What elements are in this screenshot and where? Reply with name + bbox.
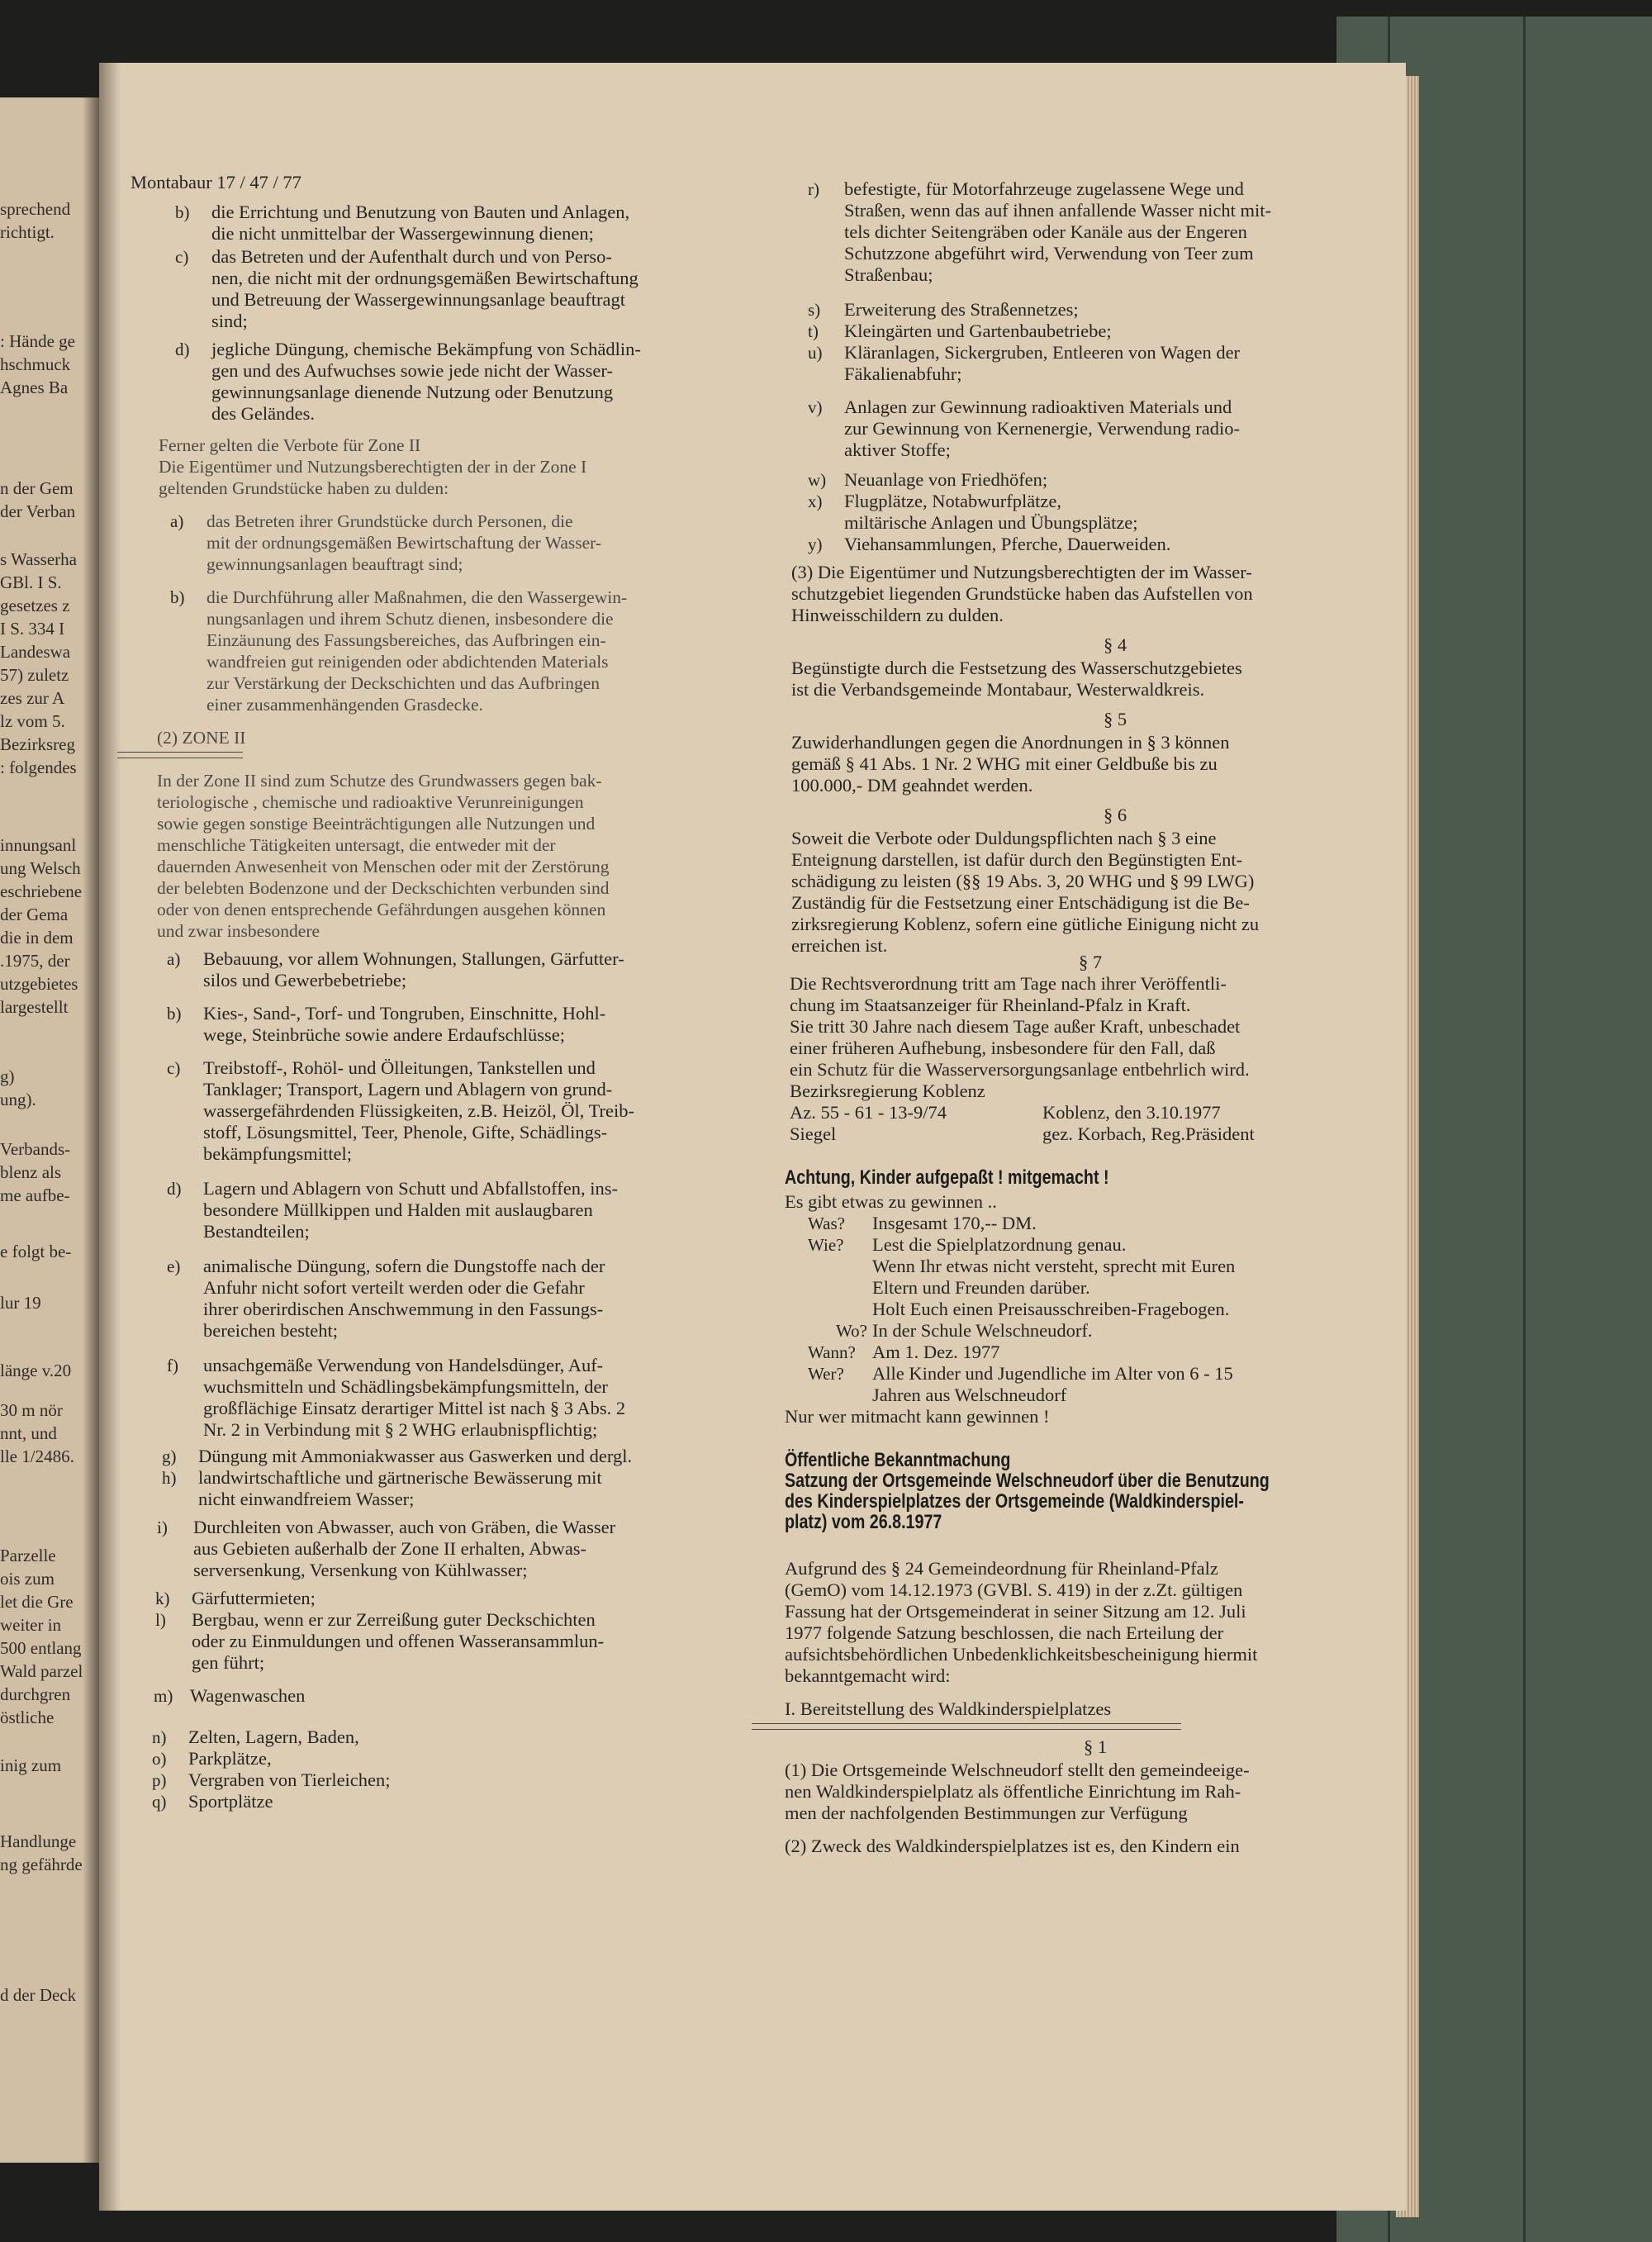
section-underline xyxy=(752,1723,1181,1730)
item-marker: b) xyxy=(175,202,190,222)
text-line: das Betreten ihrer Grundstücke durch Personen, die xyxy=(206,511,573,531)
text-line: nicht einwandfreiem Wasser; xyxy=(198,1489,415,1509)
text-line: Alle Kinder und Jugendliche im Alter von 6 - 15 xyxy=(872,1363,1233,1384)
text-line: wege, Steinbrüche sowie andere Erdaufschlüsse; xyxy=(203,1024,565,1045)
left-page-text-fragment: e folgt be- xyxy=(0,1242,72,1261)
text-line: schädigung zu leisten (§§ 19 Abs. 3, 20 WHG und § 99 LWG) xyxy=(791,871,1255,891)
item-marker: a) xyxy=(170,511,184,531)
text-line: Flugplätze, Notabwurfplätze, xyxy=(844,491,1062,511)
left-page-text-fragment: largestellt xyxy=(0,997,69,1017)
text-line: Durchleiten von Abwasser, auch von Gräben, die Wasser xyxy=(193,1517,616,1537)
item-marker: Wie? xyxy=(808,1235,844,1255)
left-page-text-fragment: nnt, und xyxy=(0,1423,57,1443)
left-page-text-fragment: Bezirksreg xyxy=(0,734,75,754)
left-page-text-fragment: gesetzes z xyxy=(0,596,70,615)
text-line: § 4 xyxy=(1104,634,1127,655)
left-page-text-fragment: zes zur A xyxy=(0,688,65,708)
text-line: wandfreien gut reinigenden oder abdichtenden Materials xyxy=(206,652,609,672)
left-page-text-fragment: utzgebietes xyxy=(0,974,78,994)
left-page-text-fragment: Agnes Ba xyxy=(0,378,69,397)
item-marker: t) xyxy=(808,321,819,341)
text-line: Koblenz, den 3.10.1977 xyxy=(1042,1102,1221,1123)
text-line: mit der ordnungsgemäßen Bewirtschaftung der Wasser- xyxy=(206,533,602,553)
text-line: Az. 55 - 61 - 13-9/74 xyxy=(790,1102,947,1123)
item-marker: c) xyxy=(175,247,189,267)
left-page-text-fragment: let die Gre xyxy=(0,1592,74,1612)
left-page-text-fragment: ng gefährde xyxy=(0,1855,83,1874)
item-marker: Was? xyxy=(808,1214,845,1233)
text-line: nungsanlagen und ihrem Schutz dienen, insbesondere die xyxy=(206,609,614,629)
left-page-text-fragment: GBl. I S. xyxy=(0,572,62,592)
text-line: unsachgemäße Verwendung von Handelsdünger, Auf- xyxy=(203,1355,604,1375)
document-page xyxy=(99,63,1406,2211)
left-page-text-fragment: n der Gem xyxy=(0,478,74,498)
left-page-text-fragment: lle 1/2486. xyxy=(0,1446,74,1466)
text-line: zirksregierung Koblenz, sofern eine gütliche Einigung nicht zu xyxy=(791,914,1260,934)
left-page-text-fragment: me aufbe- xyxy=(0,1185,70,1205)
text-line: Anfuhr nicht sofort verteilt werden oder die Gefahr xyxy=(203,1277,585,1298)
item-marker: a) xyxy=(167,949,181,969)
text-line: befestigte, für Motorfahrzeuge zugelassene Wege und xyxy=(844,178,1244,199)
text-line: Ferner gelten die Verbote für Zone II xyxy=(159,435,421,455)
text-line: und Betreuung der Wassergewinnungsanlage beauftragt xyxy=(211,289,625,310)
text-line: jegliche Düngung, chemische Bekämpfung von Schädlin- xyxy=(211,339,641,359)
text-line: Kläranlagen, Sickergruben, Entleeren von Wagen der xyxy=(844,342,1241,363)
text-line: Nur wer mitmacht kann gewinnen ! xyxy=(785,1406,1050,1427)
text-line: Es gibt etwas zu gewinnen .. xyxy=(785,1191,997,1212)
left-page-text-fragment: eschriebene xyxy=(0,881,83,901)
text-line: Lagern und Ablagern von Schutt und Abfallstoffen, ins- xyxy=(203,1178,618,1199)
text-line: Aufgrund des § 24 Gemeindeordnung für Rheinland-Pfalz xyxy=(785,1558,1218,1579)
text-line: Sportplätze xyxy=(188,1791,273,1812)
left-page-text-fragment: durchgren xyxy=(0,1684,71,1704)
left-page-text-fragment: lur 19 xyxy=(0,1293,41,1313)
text-line: aktiver Stoffe; xyxy=(844,439,951,460)
text-line: (GemO) vom 14.12.1973 (GVBl. S. 419) in der z.Zt. gültigen xyxy=(785,1579,1243,1600)
left-page-text-fragment: ung). xyxy=(0,1090,36,1109)
text-line: Eltern und Freunden darüber. xyxy=(872,1277,1090,1298)
text-line: Wenn Ihr etwas nicht versteht, sprecht mit Euren xyxy=(872,1256,1236,1276)
text-line: Zuwiderhandlungen gegen die Anordnungen in § 3 können xyxy=(791,732,1230,753)
left-page-text-fragment: Verbands- xyxy=(0,1139,71,1159)
text-line: des Geländes. xyxy=(211,403,315,424)
text-line: zur Gewinnung von Kernenergie, Verwendung radio- xyxy=(844,418,1241,439)
text-line: wassergefährdenden Flüssigkeiten, z.B. Heizöl, Öl, Treib- xyxy=(203,1100,634,1121)
text-line: Die Eigentümer und Nutzungsberechtigten der in der Zone I xyxy=(159,457,587,477)
item-marker: n) xyxy=(152,1727,167,1747)
text-line: Vergraben von Tierleichen; xyxy=(188,1769,391,1790)
text-line: Schutzzone abgeführt wird, Verwendung von Teer zum xyxy=(844,243,1254,264)
item-marker: Wann? xyxy=(808,1342,856,1362)
item-marker: d) xyxy=(175,340,190,359)
text-line: 1977 folgende Satzung beschlossen, die nach Erteilung der xyxy=(785,1622,1224,1643)
left-page-text-fragment: 500 entlang xyxy=(0,1638,82,1658)
left-page-text-fragment: östliche xyxy=(0,1708,55,1727)
text-line: Anlagen zur Gewinnung radioaktiven Materials und xyxy=(844,397,1232,417)
text-line: Wagenwaschen xyxy=(190,1685,306,1706)
text-line: die Durchführung aller Maßnahmen, die den Wassergewin- xyxy=(206,587,628,607)
text-line: miltärische Anlagen und Übungsplätze; xyxy=(844,512,1138,533)
item-marker: q) xyxy=(152,1792,167,1812)
item-marker: Wer? xyxy=(808,1364,844,1384)
text-line: nen, die nicht mit der ordnungsgemäßen Bewirtschaftung xyxy=(211,268,638,288)
text-line: die Errichtung und Benutzung von Bauten und Anlagen, xyxy=(211,202,630,222)
left-page-text-fragment: hschmuck xyxy=(0,354,71,374)
text-line: Gärfuttermieten; xyxy=(192,1588,316,1608)
left-page-text-fragment: ung Welsch xyxy=(0,858,81,878)
text-line: Kies-, Sand-, Torf- und Tongruben, Einschnitte, Hohl- xyxy=(203,1003,606,1024)
text-line: Nr. 2 in Verbindung mit § 2 WHG erlaubnispflichtig; xyxy=(203,1419,598,1440)
text-line: Lest die Spielplatzordnung genau. xyxy=(872,1234,1127,1255)
text-line: (2) ZONE II xyxy=(157,728,246,748)
text-line: zur Verstärkung der Deckschichten und das Aufbringen xyxy=(206,673,601,693)
item-marker: v) xyxy=(808,397,823,417)
item-marker: w) xyxy=(808,470,827,490)
text-line: Zuständig für die Festsetzung einer Entschädigung ist die Be- xyxy=(791,892,1250,913)
text-line: 100.000,- DM geahndet werden. xyxy=(791,775,1033,796)
text-line: men der nachfolgenden Bestimmungen zur Verfügung xyxy=(785,1803,1188,1823)
left-page-text-fragment: länge v.20 xyxy=(0,1361,72,1380)
left-page-text-fragment: s Wasserha xyxy=(0,549,77,569)
text-line: Düngung mit Ammoniakwasser aus Gaswerken und dergl. xyxy=(198,1446,633,1466)
text-line: menschliche Tätigkeiten untersagt, die entweder mit der xyxy=(157,835,556,855)
text-line: aufsichtsbehördlichen Unbedenklichkeitsbescheinigung hiermit xyxy=(785,1644,1258,1665)
left-page-text-fragment: I S. 334 I xyxy=(0,619,65,639)
contest-heading: Achtung, Kinder aufgepaßt ! mitgemacht ! xyxy=(785,1166,1109,1189)
item-marker: o) xyxy=(152,1749,167,1769)
left-page-text-fragment: lz vom 5. xyxy=(0,711,65,731)
item-marker: i) xyxy=(157,1518,168,1537)
text-line: In der Zone II sind zum Schutze des Grundwassers gegen bak- xyxy=(157,771,602,791)
left-page-text-fragment: der Gema xyxy=(0,905,69,924)
item-marker: p) xyxy=(152,1770,167,1790)
text-line: Parkplätze, xyxy=(188,1748,272,1769)
document-ref-header: Montabaur 17 / 47 / 77 xyxy=(131,172,301,192)
item-marker: u) xyxy=(808,343,823,363)
item-marker: y) xyxy=(808,534,823,554)
text-line: Kleingärten und Gartenbaubetriebe; xyxy=(844,321,1112,341)
zone-ii-underline xyxy=(117,752,243,758)
text-line: Erweiterung des Straßennetzes; xyxy=(844,299,1079,320)
text-line: oder von denen entsprechende Gefährdungen ausgehen können xyxy=(157,900,606,919)
text-line: Fäkalienabfuhr; xyxy=(844,363,962,384)
text-line: Jahren aus Welschneudorf xyxy=(872,1385,1067,1405)
text-line: serversenkung, Versenkung von Kühlwasser; xyxy=(193,1560,528,1580)
left-page-text-fragment: der Verban xyxy=(0,501,76,521)
text-line: Die Rechtsverordnung tritt am Tage nach ihrer Veröffentli- xyxy=(790,973,1227,994)
left-page-text-fragment: richtigt. xyxy=(0,222,55,242)
text-line: sind; xyxy=(211,311,248,331)
text-line: Viehansammlungen, Pferche, Dauerweiden. xyxy=(844,534,1171,554)
left-page-text-fragment: Parzelle xyxy=(0,1546,56,1565)
text-line: bereichen besteht; xyxy=(203,1320,339,1341)
left-page-gutter xyxy=(83,97,101,2163)
text-line: tels dichter Seitengräben oder Kanäle aus der Engeren xyxy=(844,221,1247,242)
text-line: Insgesamt 170,-- DM. xyxy=(872,1213,1037,1233)
text-line: In der Schule Welschneudorf. xyxy=(872,1320,1093,1341)
left-page-text-fragment: inig zum xyxy=(0,1755,62,1775)
text-line: Straßenbau; xyxy=(844,264,933,285)
text-line: ein Schutz für die Wasserversorgungsanlage entbehrlich wird. xyxy=(790,1059,1250,1080)
item-marker: f) xyxy=(167,1356,178,1375)
text-line: Bezirksregierung Koblenz xyxy=(790,1081,985,1101)
text-line: § 7 xyxy=(1079,952,1103,972)
announcement-heading: platz) vom 26.8.1977 xyxy=(785,1511,942,1533)
text-line: wuchsmitteln und Schädlingsbekämpfungsmitteln, der xyxy=(203,1376,608,1397)
left-page-text-fragment: 30 m nör xyxy=(0,1400,63,1420)
text-line: besondere Müllkippen und Halden mit auslaugbaren xyxy=(203,1199,593,1220)
text-line: schutzgebiet liegenden Grundstücke haben das Aufstellen von xyxy=(791,583,1253,604)
text-line: nen Waldkinderspielplatz als öffentliche Einrichtung im Rah- xyxy=(785,1781,1241,1802)
item-marker: g) xyxy=(162,1446,177,1466)
text-line: das Betreten und der Aufenthalt durch und von Perso- xyxy=(211,246,612,267)
text-line: teriologische , chemische und radioaktive Verunreinigungen xyxy=(157,792,584,812)
left-page-text-fragment: Handlunge xyxy=(0,1831,77,1851)
item-marker: k) xyxy=(155,1589,170,1608)
left-page-text-fragment: weiter in xyxy=(0,1615,62,1635)
announcement-heading: Öffentliche Bekanntmachung xyxy=(785,1449,1011,1471)
text-line: Begünstigte durch die Festsetzung des Wasserschutzgebietes xyxy=(791,658,1242,678)
text-line: chung im Staatsanzeiger für Rheinland-Pfalz in Kraft. xyxy=(790,995,1191,1015)
text-line: Sie tritt 30 Jahre nach diesem Tage außer Kraft, unbeschadet xyxy=(790,1016,1241,1037)
text-line: einer früheren Aufhebung, insbesondere für den Fall, daß xyxy=(790,1038,1216,1058)
text-line: ist die Verbandsgemeinde Montabaur, Westerwaldkreis. xyxy=(791,679,1205,700)
text-line: Siegel xyxy=(790,1123,837,1144)
text-line: (1) Die Ortsgemeinde Welschneudorf stellt den gemeindeeige- xyxy=(785,1760,1250,1780)
item-marker: c) xyxy=(167,1058,181,1078)
left-page-text-fragment: : folgendes xyxy=(0,758,77,777)
left-page-text-fragment: Wald parzel xyxy=(0,1661,83,1681)
text-line: § 1 xyxy=(1084,1736,1108,1757)
left-page-text-fragment: ois zum xyxy=(0,1569,55,1589)
text-line: stoff, Lösungsmittel, Teer, Phenole, Gifte, Schädlings- xyxy=(203,1122,608,1142)
text-line: gemäß § 41 Abs. 1 Nr. 2 WHG mit einer Geldbuße bis zu xyxy=(791,753,1218,774)
text-line: Einzäunung des Fassungsbereiches, das Aufbringen ein- xyxy=(206,630,606,650)
text-line: (3) Die Eigentümer und Nutzungsberechtigten der im Wasser- xyxy=(791,562,1252,582)
text-line: Hinweisschildern zu dulden. xyxy=(791,605,1004,625)
text-line: gen führt; xyxy=(192,1652,265,1673)
item-marker: e) xyxy=(167,1256,181,1276)
text-line: bekämpfungsmittel; xyxy=(203,1143,352,1164)
item-marker: b) xyxy=(170,587,185,607)
announcement-heading: des Kinderspielplatzes der Ortsgemeinde (Waldkinderspiel- xyxy=(785,1490,1244,1513)
item-marker: x) xyxy=(808,492,823,511)
text-line: Bergbau, wenn er zur Zerreißung guter Deckschichten xyxy=(192,1609,596,1630)
text-line: Neuanlage von Friedhöfen; xyxy=(844,469,1048,490)
text-line: gen und des Aufwuchses sowie jede nicht der Wasser- xyxy=(211,360,613,381)
text-line: § 6 xyxy=(1104,805,1127,825)
left-page-text-fragment: blenz als xyxy=(0,1162,62,1182)
item-marker: s) xyxy=(808,300,821,320)
item-marker: m) xyxy=(154,1686,173,1706)
text-line: landwirtschaftliche und gärtnerische Bewässerung mit xyxy=(198,1467,602,1488)
text-line: silos und Gewerbebetriebe; xyxy=(203,970,407,990)
text-line: Soweit die Verbote oder Duldungspflichten nach § 3 eine xyxy=(791,828,1217,848)
text-line: § 5 xyxy=(1104,709,1127,729)
item-marker: d) xyxy=(167,1179,182,1199)
left-page-text-fragment: Landeswa xyxy=(0,642,71,662)
text-line: Zelten, Lagern, Baden, xyxy=(188,1727,359,1747)
left-page-text-fragment: .1975, der xyxy=(0,951,70,971)
text-line: großflächige Einsatz derartiger Mittel ist nach § 3 Abs. 2 xyxy=(203,1398,626,1418)
text-line: gewinnungsanlagen beauftragt sind; xyxy=(206,554,463,574)
item-marker: r) xyxy=(808,179,819,199)
left-page-text-fragment: 57) zuletz xyxy=(0,665,69,685)
text-line: sowie gegen sonstige Beeinträchtigungen alle Nutzungen und xyxy=(157,814,596,834)
text-line: I. Bereitstellung des Waldkinderspielplatzes xyxy=(785,1698,1112,1719)
text-line: Bebauung, vor allem Wohnungen, Stallungen, Gärfutter- xyxy=(203,948,624,969)
item-marker: Wo? xyxy=(836,1321,867,1341)
left-page-text-fragment: innungsanl xyxy=(0,835,77,855)
left-page-text-fragment: d der Deck xyxy=(0,1985,77,2005)
item-marker: b) xyxy=(167,1004,182,1024)
text-line: ihrer oberirdischen Anschwemmung in den Fassungs- xyxy=(203,1299,604,1319)
text-line: Am 1. Dez. 1977 xyxy=(872,1342,1000,1362)
text-line: bekanntgemacht wird: xyxy=(785,1665,951,1686)
text-line: Bestandteilen; xyxy=(203,1221,310,1242)
left-page-text-fragment: : Hände ge xyxy=(0,331,75,351)
text-line: geltenden Grundstücke haben zu dulden: xyxy=(159,478,449,498)
text-line: gez. Korbach, Reg.Präsident xyxy=(1042,1123,1255,1144)
text-line: erreichen ist. xyxy=(791,935,888,956)
text-line: und zwar insbesondere xyxy=(157,921,320,941)
text-line: der belebten Bodenzone und der Deckschichten verbunden sind xyxy=(157,878,610,898)
announcement-heading: Satzung der Ortsgemeinde Welschneudorf über die Benutzung xyxy=(785,1470,1270,1492)
text-line: gewinnungsanlage dienende Nutzung oder Benutzung xyxy=(211,382,614,402)
text-line: aus Gebieten außerhalb der Zone II erhalten, Abwas- xyxy=(193,1538,587,1559)
text-line: Fassung hat der Ortsgemeinderat in seiner Sitzung am 12. Juli xyxy=(785,1601,1246,1622)
text-line: Holt Euch einen Preisausschreiben-Fragebogen. xyxy=(872,1299,1230,1319)
left-page-text-fragment: sprechend xyxy=(0,199,71,219)
text-line: dauernden Anwesenheit von Menschen oder mit der Zerstörung xyxy=(157,857,610,876)
left-page-text-fragment: g) xyxy=(0,1066,15,1086)
item-marker: h) xyxy=(162,1468,177,1488)
text-line: einer zusammenhängenden Grasdecke. xyxy=(206,695,483,715)
text-line: (2) Zweck des Waldkinderspielplatzes ist es, den Kindern ein xyxy=(785,1836,1240,1856)
item-marker: l) xyxy=(155,1610,166,1630)
text-line: animalische Düngung, sofern die Dungstoffe nach der xyxy=(203,1256,605,1276)
text-line: Enteignung darstellen, ist dafür durch den Begünstigten Ent- xyxy=(791,849,1243,870)
text-line: Straßen, wenn das auf ihnen anfallende Wasser nicht mit- xyxy=(844,200,1271,221)
text-line: Treibstoff-, Rohöl- und Ölleitungen, Tankstellen und xyxy=(203,1057,596,1078)
text-line: die nicht unmittelbar der Wassergewinnung dienen; xyxy=(211,223,594,244)
text-line: oder zu Einmuldungen und offenen Wasseransammlun- xyxy=(192,1631,605,1651)
left-page-text-fragment: die in dem xyxy=(0,928,74,948)
text-line: Tanklager; Transport, Lagern und Ablagern von grund- xyxy=(203,1079,613,1100)
